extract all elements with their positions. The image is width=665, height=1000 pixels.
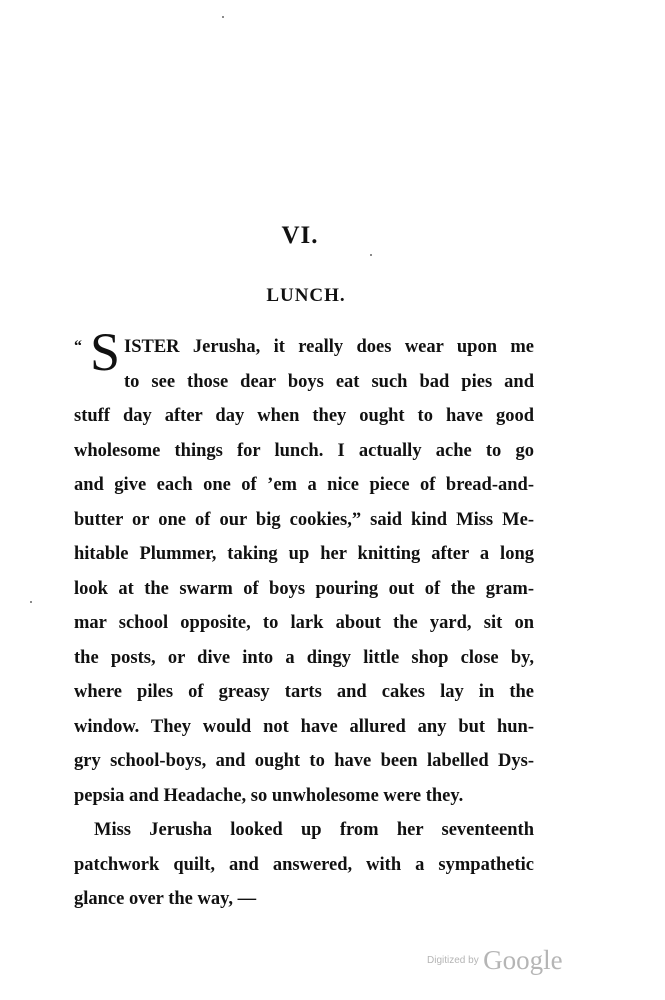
text-line: mar school opposite, to lark about the yard, sit on (74, 613, 534, 633)
text-line: to see those dear boys eat such bad pies and (124, 371, 534, 392)
text-line: Miss Jerusha looked up from her seventeenth (94, 820, 534, 840)
text-line: butter or one of our big cookies,” said kind Miss Me- (74, 509, 534, 530)
open-quote: “ (74, 338, 82, 355)
print-speck (222, 16, 224, 18)
text-line: wholesome things for lunch. I actually ache to go (74, 440, 534, 461)
text-line: look at the swarm of boys pouring out of the gram- (74, 578, 534, 599)
text-line: patchwork quilt, and answered, with a sympathetic (74, 854, 534, 875)
print-speck (30, 601, 32, 603)
text-line: gry school-boys, and ought to have been labelled Dys- (74, 751, 534, 771)
text-line: the posts, or dive into a dingy little shop close by, (74, 647, 534, 668)
text-line: window. They would not have allured any but hun- (74, 716, 534, 737)
text-line-1-rest: ISTER Jerusha, it really does wear upon me (124, 337, 534, 357)
text-line: and give each one of ’em a nice piece of bread-and- (74, 475, 534, 495)
text-line: where piles of greasy tarts and cakes lay in the (74, 682, 534, 702)
drop-cap: S (90, 322, 121, 382)
text-line: glance over the way, — (74, 889, 257, 909)
chapter-body (74, 322, 534, 917)
google-logo: Google (483, 945, 563, 975)
chapter-title: LUNCH. (266, 285, 346, 306)
chapter-number: VI. (281, 222, 319, 249)
digitized-watermark (427, 945, 563, 976)
text-line: hitable Plummer, taking up her knitting after a long (74, 544, 534, 564)
text-line: pepsia and Headache, so unwholesome were they. (74, 785, 464, 806)
watermark-prefix: Digitized by (427, 955, 479, 966)
text-line: stuff day after day when they ought to have good (74, 406, 534, 426)
print-speck (370, 254, 372, 256)
